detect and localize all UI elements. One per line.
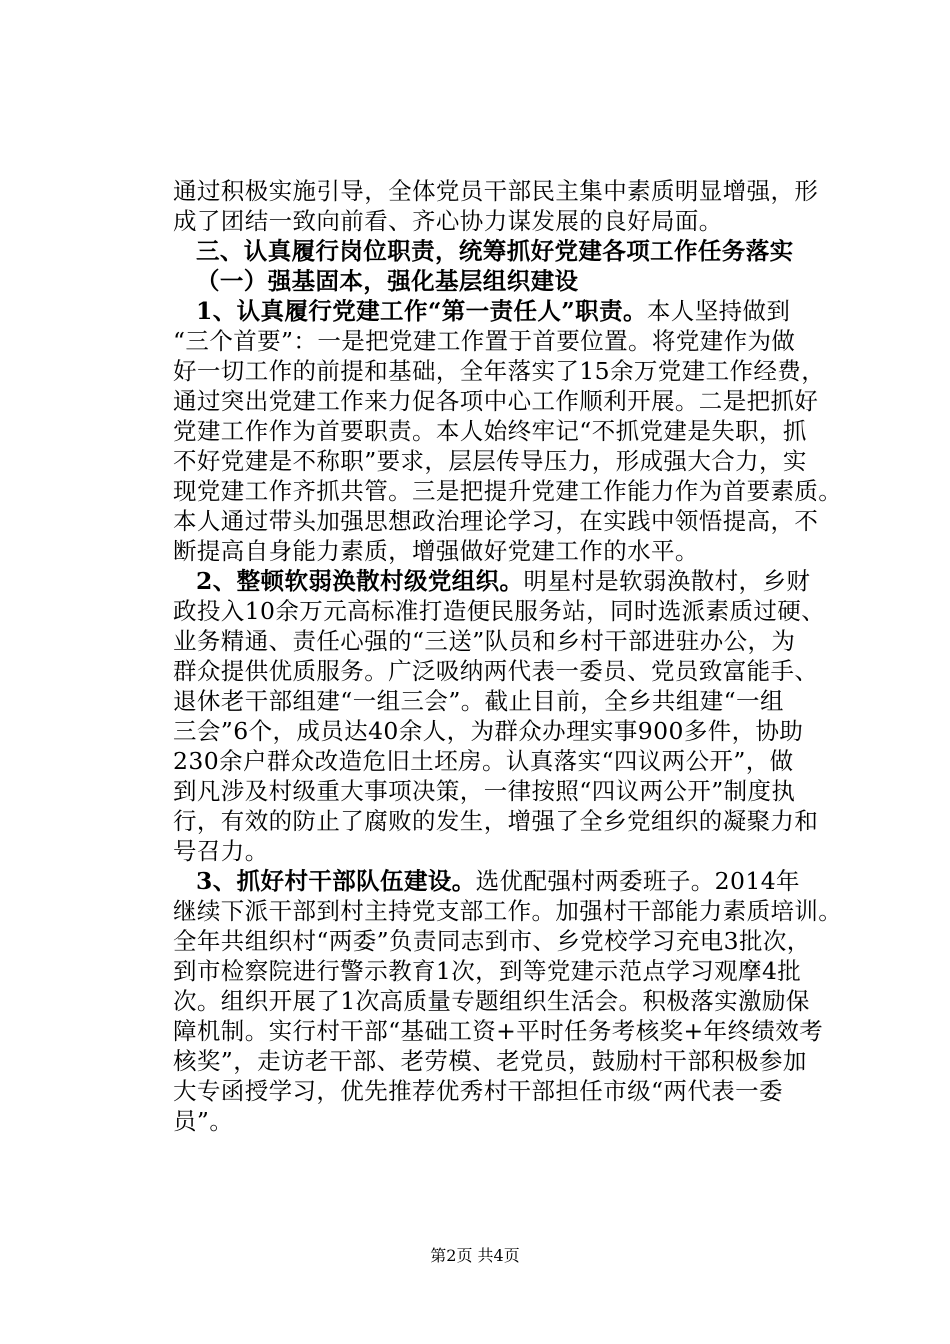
item3-line: 障机制。实行村干部“基础工资+平时任务考核奖+年终绩效考	[173, 1017, 824, 1045]
item1-line: “三个首要”：一是把党建工作置于首要位置。将党建作为做	[173, 327, 796, 355]
item2-line: 退休老干部组建“一组三会”。截止目前，全乡共组建“一组	[173, 687, 784, 715]
item3-line: 继续下派干部到村主持党支部工作。加强村干部能力素质培训。	[173, 897, 843, 925]
item1-line: 通过突出党建工作来力促各项中心工作顺利开展。二是把抓好	[173, 387, 819, 415]
item1-line: 本人通过带头加强思想政治理论学习，在实践中领悟提高，不	[173, 507, 819, 535]
item2-first-rest: 明星村是软弱涣散村，乡财	[523, 567, 811, 595]
item3-line: 全年共组织村“两委”负责同志到市、乡党校学习充电3批次，	[173, 927, 811, 955]
item2-title: 2、整顿软弱涣散村级党组织。	[196, 567, 524, 595]
item2-line: 业务精通、责任心强的“三送”队员和乡村干部进驻办公，为	[173, 627, 796, 655]
item2-line: 号召力。	[173, 837, 269, 865]
item2-line: 三会”6个，成员达40余人，为群众办理实事900多件，协助	[173, 717, 804, 745]
item3-line: 大专函授学习，优先推荐优秀村干部担任市级“两代表一委	[173, 1077, 783, 1105]
item3-line: 核奖”，走访老干部、老劳模、老党员，鼓励村干部积极参加	[173, 1047, 807, 1075]
item3-line: 到市检察院进行警示教育1次，到等党建示范点学习观摩4批	[173, 957, 802, 985]
item2-line: 群众提供优质服务。广泛吸纳两代表一委员、党员致富能手、	[173, 657, 819, 685]
item3-line: 次。组织开展了1次高质量专题组织生活会。积极落实激励保	[173, 987, 810, 1015]
item1-first-line	[196, 296, 790, 326]
item1-line: 不好党建是不称职”要求，层层传导压力，形成强大合力，实	[173, 447, 807, 475]
item1-first-rest: 本人坚持做到	[646, 297, 791, 325]
intro-line-1: 通过积极实施引导，全体党员干部民主集中素质明显增强，形	[173, 177, 819, 205]
item3-first-rest: 选优配强村两委班子。2014年	[475, 867, 800, 895]
item2-line: 到凡涉及村级重大事项决策，一律按照“四议两公开”制度执	[173, 777, 796, 805]
item1-line: 党建工作作为首要职责。本人始终牢记“不抓党建是失职，抓	[173, 417, 807, 445]
item3-first-line	[196, 866, 800, 896]
item3-title: 3、抓好村干部队伍建设。	[196, 867, 476, 895]
item3-line: 员”。	[173, 1107, 234, 1135]
page-number-footer: 第2页 共4页	[430, 1246, 520, 1265]
subsection-heading: （一）强基固本，强化基层组织建设	[196, 267, 579, 295]
item1-title: 1、认真履行党建工作“第一责任人”职责。	[196, 297, 647, 325]
item2-line: 行，有效的防止了腐败的发生，增强了全乡党组织的凝聚力和	[173, 807, 819, 835]
item2-first-line	[196, 566, 810, 596]
item1-line: 断提高自身能力素质，增强做好党建工作的水平。	[173, 537, 699, 565]
item2-line: 政投入10余万元高标准打造便民服务站，同时选派素质过硬、	[173, 597, 826, 625]
item2-line: 230余户群众改造危旧土坯房。认真落实“四议两公开”，做	[173, 747, 794, 775]
item1-line: 好一切工作的前提和基础，全年落实了15余万党建工作经费，	[173, 357, 826, 385]
section-heading: 三、认真履行岗位职责，统筹抓好党建各项工作任务落实	[196, 237, 794, 265]
intro-line-2: 成了团结一致向前看、齐心协力谋发展的良好局面。	[173, 207, 723, 235]
item1-line: 现党建工作齐抓共管。三是把提升党建工作能力作为首要素质。	[173, 477, 843, 505]
